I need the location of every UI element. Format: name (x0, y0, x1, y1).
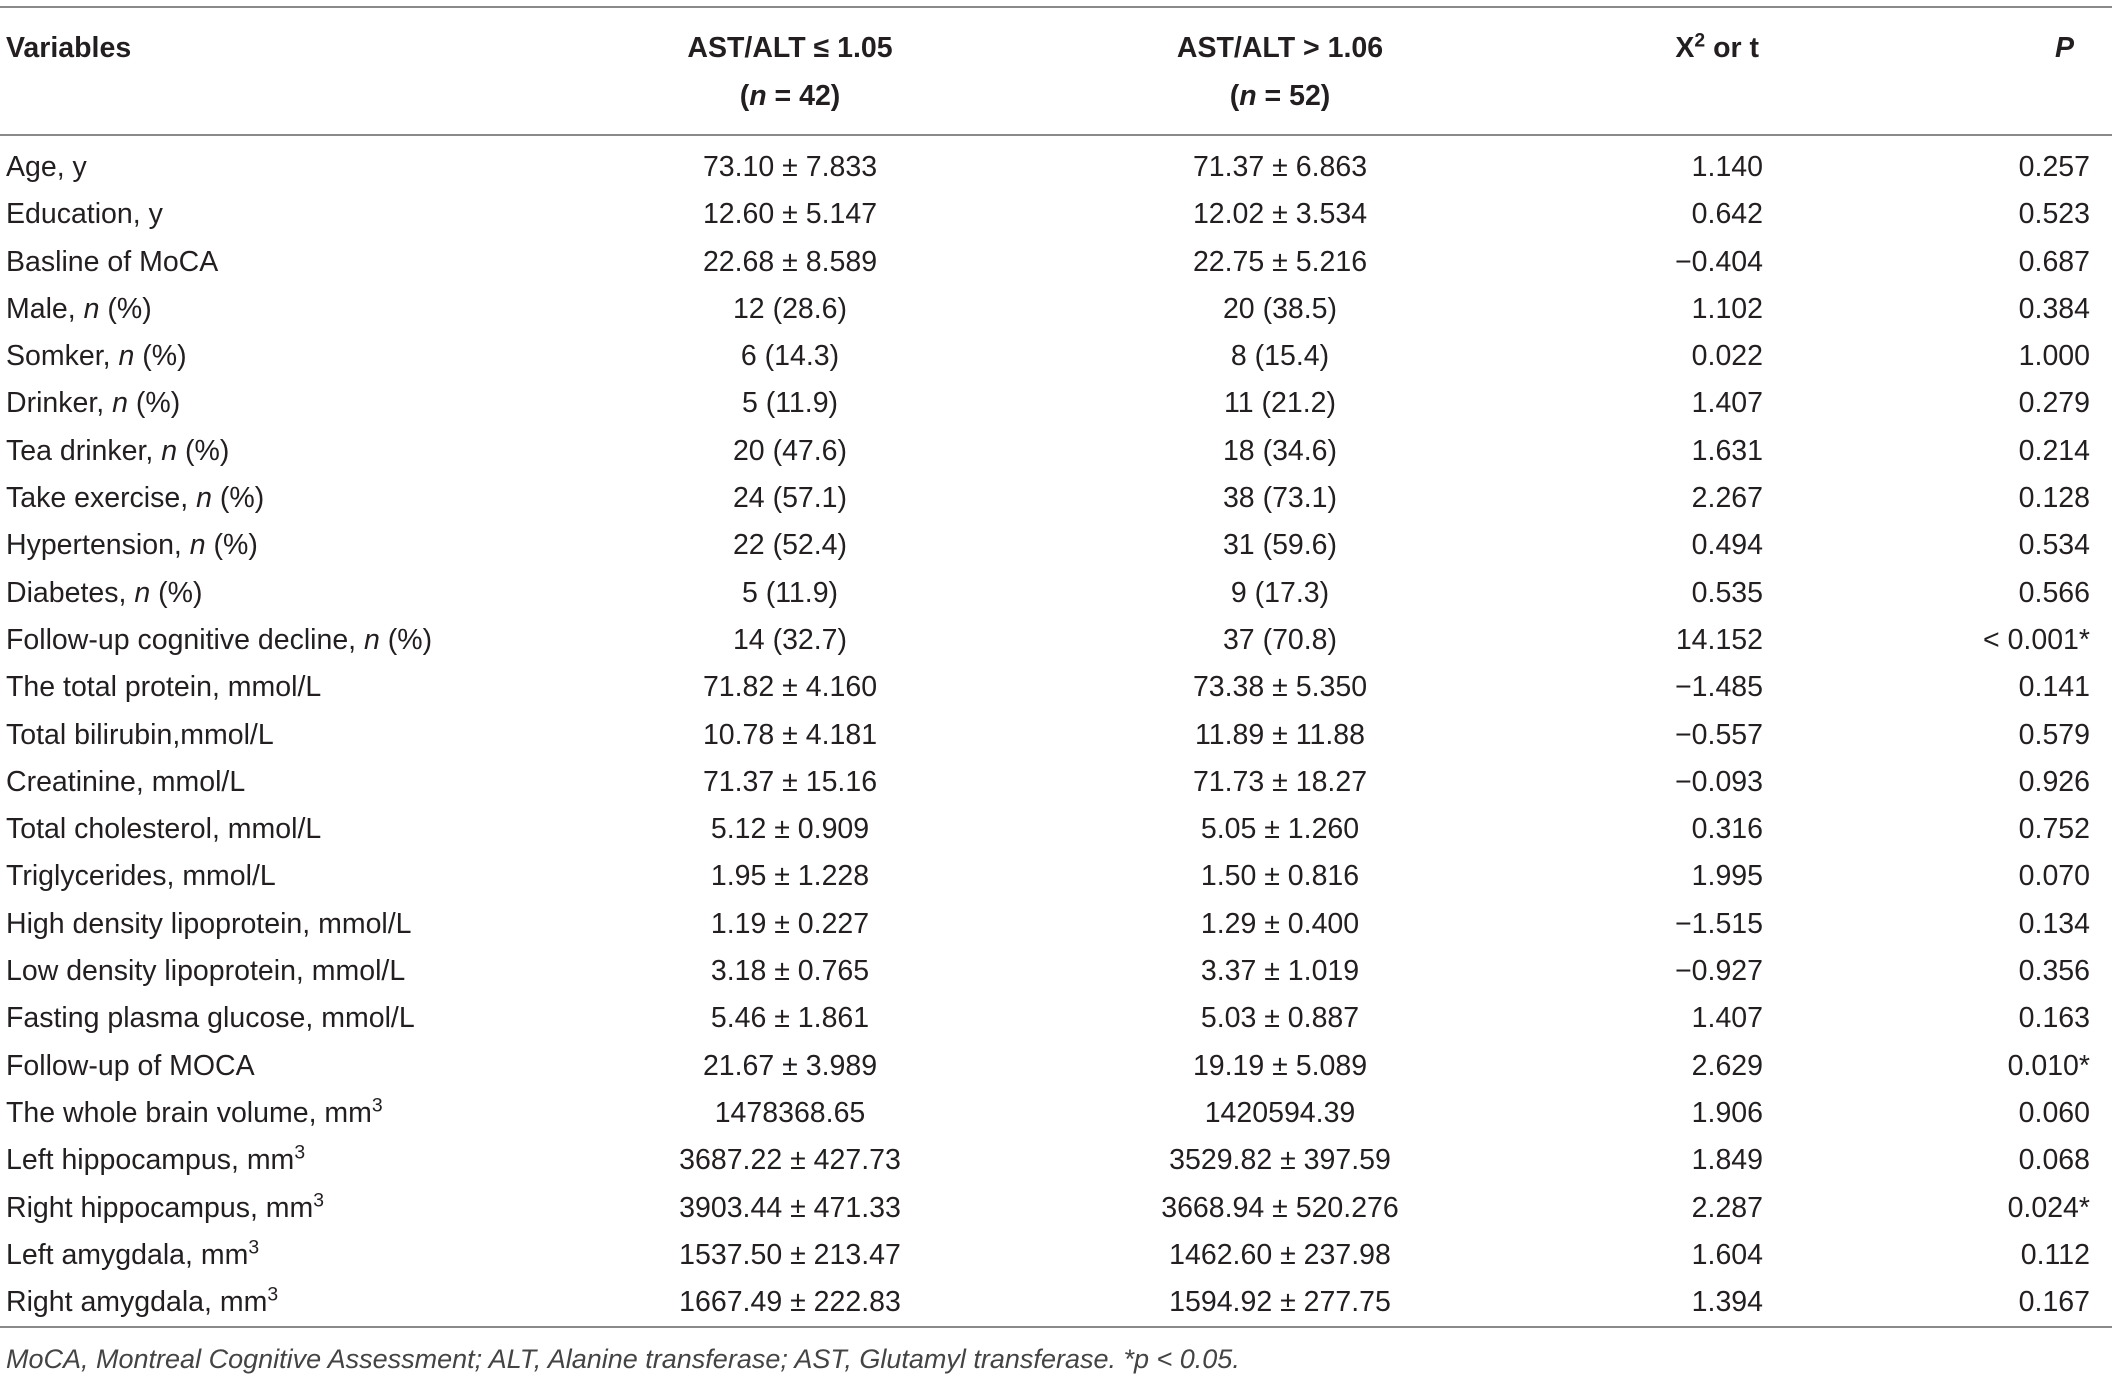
cell-variable-text: Education, y (6, 198, 163, 231)
cell-statistic: 0.316 (1691, 813, 1763, 846)
table-row (0, 806, 2112, 853)
cell-variable (0, 1137, 585, 1184)
cell-variable-text: Tea drinker, n (%) (6, 434, 230, 467)
cell-variable-text: Left hippocampus, mm (6, 1144, 295, 1177)
cell-group-low: 71.82 ± 4.160 (702, 671, 878, 704)
cell-variable-text: Fasting plasma glucose, mmol/L (6, 1002, 415, 1035)
cell-group-high: 71.37 ± 6.863 (1192, 151, 1368, 183)
cell-variable (0, 428, 585, 475)
table-row (0, 380, 2112, 427)
cell-variable (0, 570, 585, 617)
characteristics-table (0, 6, 2112, 1376)
table-row (0, 191, 2112, 238)
cell-group-low: 1.19 ± 0.227 (710, 907, 870, 940)
cell-variable-text: Total cholesterol, mmol/L (6, 813, 322, 846)
cell-variable (0, 1090, 585, 1137)
table-row (0, 617, 2112, 664)
cell-statistic: 1.140 (1691, 151, 1763, 183)
cell-statistic: −0.557 (1675, 718, 1763, 751)
cell-group-low: 24 (57.1) (732, 482, 848, 515)
cell-p-value: 0.060 (2018, 1096, 2090, 1129)
cell-variable-unit-sup: 3 (371, 1094, 383, 1117)
cell-group-high: 19.19 ± 5.089 (1192, 1049, 1368, 1082)
cell-p-value: 0.128 (2018, 482, 2090, 515)
cell-variable (0, 759, 585, 806)
header-statistic-sup: 2 (1694, 29, 1706, 52)
cell-variable-unit-sup: 3 (248, 1236, 260, 1259)
cell-group-high: 31 (59.6) (1222, 529, 1338, 562)
table-footnote: MoCA, Montreal Cognitive Assessment; ALT, Alanine transferase; AST, Glutamyl transferase. *p < 0.05. (6, 1344, 1240, 1375)
cell-p-value: 0.257 (2018, 151, 2090, 183)
header-group-low-n: (n = 42) (739, 80, 841, 112)
cell-group-high: 1.50 ± 0.816 (1200, 860, 1360, 893)
cell-variable-text: Age, y (6, 151, 87, 183)
cell-group-high: 73.38 ± 5.350 (1192, 671, 1368, 704)
cell-p-value: 0.167 (2018, 1286, 2090, 1319)
cell-statistic: 1.407 (1691, 1002, 1763, 1035)
table-row (0, 333, 2112, 380)
cell-p-value: 0.024* (2007, 1191, 2090, 1224)
cell-variable-text: Basline of MoCA (6, 245, 219, 278)
cell-group-high: 38 (73.1) (1222, 482, 1338, 515)
cell-statistic: 2.267 (1691, 482, 1763, 515)
cell-group-high: 8 (15.4) (1230, 340, 1330, 373)
cell-group-high: 37 (70.8) (1222, 623, 1338, 656)
cell-p-value: 0.523 (2018, 198, 2090, 231)
table-row (0, 712, 2112, 759)
table-header-row (0, 7, 2112, 135)
cell-p-value: < 0.001* (1983, 623, 2090, 656)
cell-group-high: 3.37 ± 1.019 (1200, 955, 1360, 988)
cell-group-high: 1462.60 ± 237.98 (1169, 1238, 1391, 1271)
cell-group-low: 5 (11.9) (741, 387, 839, 420)
cell-variable-text: Follow-up of MOCA (6, 1049, 255, 1082)
cell-group-low: 1537.50 ± 213.47 (679, 1238, 901, 1271)
cell-variable (0, 664, 585, 711)
cell-group-high: 22.75 ± 5.216 (1192, 245, 1368, 278)
cell-group-high: 1420594.39 (1204, 1096, 1356, 1129)
cell-variable (0, 135, 585, 191)
table-row (0, 522, 2112, 569)
cell-variable-unit-sup: 3 (313, 1189, 325, 1212)
cell-variable-text: Drinker, n (%) (6, 387, 181, 420)
cell-variable-text: Right hippocampus, mm (6, 1191, 314, 1224)
cell-variable-unit-sup: 3 (294, 1141, 306, 1164)
cell-variable (0, 522, 585, 569)
table-row (0, 1185, 2112, 1232)
cell-p-value: 0.752 (2018, 813, 2090, 846)
cell-statistic: 1.407 (1691, 387, 1763, 420)
cell-group-low: 22 (52.4) (732, 529, 848, 562)
cell-variable (0, 806, 585, 853)
header-variables: Variables (6, 32, 132, 64)
cell-variable-unit-sup: 3 (267, 1283, 279, 1306)
cell-variable-text: Diabetes, n (%) (6, 576, 203, 609)
cell-p-value: 0.068 (2018, 1144, 2090, 1177)
cell-variable (0, 475, 585, 522)
cell-variable (0, 1279, 585, 1327)
cell-group-high: 3668.94 ± 520.276 (1161, 1191, 1399, 1224)
cell-variable (0, 380, 585, 427)
cell-p-value: 1.000 (2018, 340, 2090, 373)
cell-group-low: 1478368.65 (714, 1096, 866, 1129)
cell-variable-text: Hypertension, n (%) (6, 529, 258, 562)
cell-statistic: 0.535 (1691, 576, 1763, 609)
cell-variable (0, 191, 585, 238)
cell-variable-text: Right amygdala, mm (6, 1286, 268, 1319)
cell-group-low: 1.95 ± 1.228 (710, 860, 870, 893)
cell-group-high: 5.05 ± 1.260 (1200, 813, 1360, 846)
table-footer-row (0, 1327, 2112, 1376)
header-group-low-label: AST/ALT ≤ 1.05 (687, 32, 893, 64)
table-row (0, 1279, 2112, 1327)
cell-variable-text: Low density lipoprotein, mmol/L (6, 955, 406, 988)
cell-group-high: 71.73 ± 18.27 (1192, 765, 1368, 798)
cell-group-high: 18 (34.6) (1222, 434, 1338, 467)
cell-variable-text: Take exercise, n (%) (6, 482, 265, 515)
header-group-high (995, 7, 1565, 135)
cell-group-low: 3903.44 ± 471.33 (679, 1191, 901, 1224)
cell-p-value: 0.163 (2018, 1002, 2090, 1035)
cell-variable (0, 712, 585, 759)
cell-variable-text: Triglycerides, mmol/L (6, 860, 276, 893)
cell-variable-text: Creatinine, mmol/L (6, 765, 246, 798)
cell-group-low: 73.10 ± 7.833 (702, 151, 878, 183)
cell-group-low: 5.12 ± 0.909 (710, 813, 870, 846)
cell-variable (0, 1185, 585, 1232)
table-row (0, 1137, 2112, 1184)
cell-group-low: 5 (11.9) (741, 576, 839, 609)
cell-variable (0, 1043, 585, 1090)
table-row (0, 428, 2112, 475)
cell-p-value: 0.214 (2018, 434, 2090, 467)
cell-group-low: 5.46 ± 1.861 (710, 1002, 870, 1035)
cell-variable (0, 901, 585, 948)
header-p-value: P (2054, 32, 2074, 64)
cell-statistic: 2.287 (1691, 1191, 1763, 1224)
header-statistic-prefix: X (1675, 32, 1695, 64)
cell-statistic: −0.093 (1675, 765, 1763, 798)
cell-variable-text: High density lipoprotein, mmol/L (6, 907, 412, 940)
header-group-low (585, 7, 995, 135)
cell-p-value: 0.134 (2018, 907, 2090, 940)
table-row (0, 475, 2112, 522)
cell-group-low: 14 (32.7) (732, 623, 848, 656)
cell-variable (0, 333, 585, 380)
cell-p-value: 0.384 (2018, 292, 2090, 325)
table-row (0, 1043, 2112, 1090)
cell-group-high: 1594.92 ± 277.75 (1169, 1286, 1391, 1319)
cell-group-low: 21.67 ± 3.989 (702, 1049, 878, 1082)
cell-statistic: 1.906 (1691, 1096, 1763, 1129)
cell-group-low: 20 (47.6) (732, 434, 848, 467)
cell-statistic: −0.927 (1675, 955, 1763, 988)
cell-group-low: 1667.49 ± 222.83 (679, 1286, 901, 1319)
cell-variable (0, 239, 585, 286)
cell-group-high: 11 (21.2) (1224, 387, 1336, 420)
cell-statistic: 14.152 (1675, 623, 1763, 656)
table-row (0, 759, 2112, 806)
table-row (0, 1090, 2112, 1137)
cell-group-high: 20 (38.5) (1222, 292, 1338, 325)
cell-p-value: 0.070 (2018, 860, 2090, 893)
cell-p-value: 0.141 (2018, 671, 2090, 704)
cell-group-high: 11.89 ± 11.88 (1195, 718, 1365, 751)
header-group-high-label: AST/ALT > 1.06 (1176, 32, 1384, 64)
table-row (0, 570, 2112, 617)
table-row (0, 664, 2112, 711)
table-row (0, 853, 2112, 900)
cell-statistic: −0.404 (1675, 245, 1763, 278)
cell-group-high: 1.29 ± 0.400 (1200, 907, 1360, 940)
cell-variable-text: Left amygdala, mm (6, 1238, 249, 1271)
cell-statistic: 2.629 (1691, 1049, 1763, 1082)
cell-statistic: 1.849 (1691, 1144, 1763, 1177)
header-statistic-suffix: or t (1705, 32, 1759, 64)
cell-group-low: 12 (28.6) (732, 292, 848, 325)
table-body (0, 135, 2112, 1327)
table-row (0, 901, 2112, 948)
cell-variable (0, 948, 585, 995)
header-statistic (1565, 7, 1777, 135)
cell-statistic: 1.102 (1691, 292, 1763, 325)
cell-group-low: 3687.22 ± 427.73 (679, 1144, 901, 1177)
cell-group-high: 12.02 ± 3.534 (1192, 198, 1368, 231)
cell-p-value: 0.534 (2018, 529, 2090, 562)
cell-group-low: 22.68 ± 8.589 (702, 245, 878, 278)
cell-statistic: 1.631 (1691, 434, 1763, 467)
cell-variable (0, 853, 585, 900)
cell-p-value: 0.926 (2018, 765, 2090, 798)
table-row (0, 135, 2112, 191)
cell-p-value: 0.356 (2018, 955, 2090, 988)
cell-statistic: 1.995 (1691, 860, 1763, 893)
table-row (0, 286, 2112, 333)
cell-variable (0, 286, 585, 333)
cell-group-low: 10.78 ± 4.181 (702, 718, 878, 751)
cell-group-high: 5.03 ± 0.887 (1200, 1002, 1360, 1035)
table-row (0, 995, 2112, 1042)
cell-variable-text: Follow-up cognitive decline, n (%) (6, 623, 433, 656)
cell-statistic: 0.642 (1691, 198, 1763, 231)
cell-p-value: 0.112 (2020, 1238, 2090, 1271)
cell-variable (0, 995, 585, 1042)
cell-p-value: 0.579 (2018, 718, 2090, 751)
table-row (0, 948, 2112, 995)
cell-group-high: 9 (17.3) (1230, 576, 1330, 609)
cell-variable (0, 1232, 585, 1279)
cell-variable-text: Somker, n (%) (6, 340, 187, 373)
table-row (0, 239, 2112, 286)
cell-p-value: 0.566 (2018, 576, 2090, 609)
table-row (0, 1232, 2112, 1279)
cell-statistic: −1.485 (1675, 671, 1763, 704)
cell-variable (0, 617, 585, 664)
cell-variable-text: Total bilirubin,mmol/L (6, 718, 274, 751)
cell-p-value: 0.687 (2018, 245, 2090, 278)
cell-group-low: 12.60 ± 5.147 (702, 198, 878, 231)
cell-variable-text: The whole brain volume, mm (6, 1096, 372, 1129)
cell-statistic: 1.394 (1691, 1286, 1763, 1319)
cell-variable-text: The total protein, mmol/L (6, 671, 322, 704)
cell-group-high: 3529.82 ± 397.59 (1169, 1144, 1391, 1177)
cell-p-value: 0.279 (2018, 387, 2090, 420)
cell-p-value: 0.010* (2007, 1049, 2090, 1082)
cell-group-low: 71.37 ± 15.16 (702, 765, 878, 798)
cell-statistic: 0.022 (1691, 340, 1763, 373)
cell-statistic: 1.604 (1691, 1238, 1763, 1271)
cell-statistic: −1.515 (1675, 907, 1763, 940)
cell-group-low: 6 (14.3) (740, 340, 840, 373)
cell-group-low: 3.18 ± 0.765 (710, 955, 870, 988)
cell-variable-text: Male, n (%) (6, 292, 152, 325)
cell-statistic: 0.494 (1691, 529, 1763, 562)
header-group-high-n: (n = 52) (1229, 80, 1331, 112)
